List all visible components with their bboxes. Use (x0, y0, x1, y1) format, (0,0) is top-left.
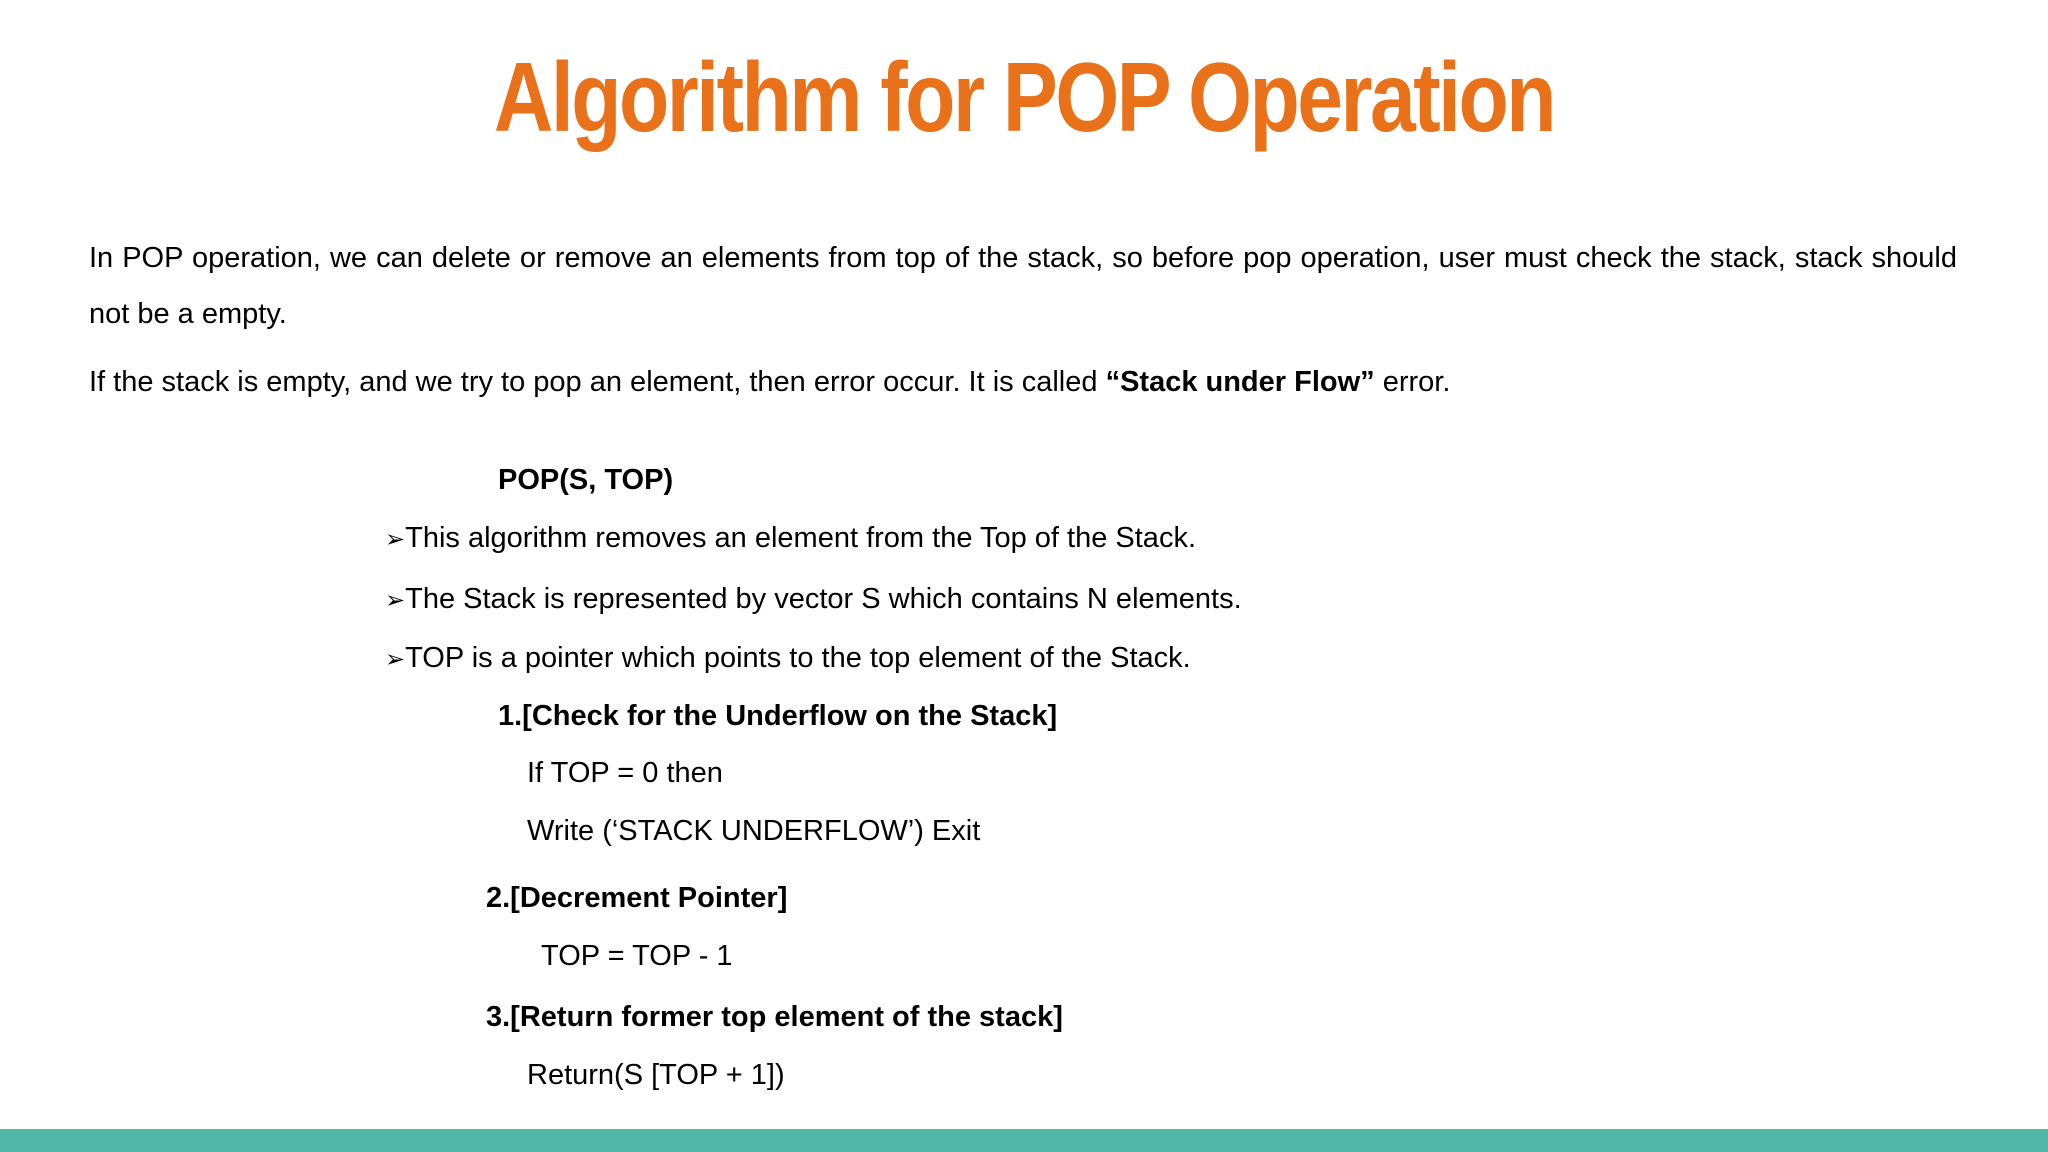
intro-paragraph-1: In POP operation, we can delete or remove an elements from top of the stack, so before pop operation, user must check the stack, stack should not be a empty. (89, 242, 1957, 330)
stack-underflow-term: “Stack under Flow” (1105, 366, 1375, 398)
step-1-heading: 1.[Check for the Underflow on the Stack] (498, 700, 1058, 732)
bullet-item (385, 638, 1191, 679)
step-2-line-1: TOP = TOP - 1 (541, 940, 733, 972)
step-3-line-1: Return(S [TOP + 1]) (527, 1059, 785, 1091)
arrow-bullet-icon: ➢ (385, 645, 406, 673)
bottom-accent-bar (0, 1129, 2048, 1152)
step-2-heading: 2.[Decrement Pointer] (486, 882, 788, 914)
arrow-bullet-icon: ➢ (385, 525, 406, 553)
bullet-item (385, 518, 1196, 559)
intro-paragraph-2 (89, 354, 1957, 410)
bullet-text: TOP is a pointer which points to the top element of the Stack. (405, 642, 1191, 674)
intro-paragraph-2-suffix: error. (1374, 366, 1451, 398)
bullet-item (385, 579, 1242, 620)
step-3-heading: 3.[Return former top element of the stack] (486, 1001, 1063, 1033)
intro-paragraph-2-prefix: If the stack is empty, and we try to pop an element, then error occur. It is called (89, 366, 1106, 398)
bullet-text: This algorithm removes an element from the Top of the Stack. (405, 522, 1196, 554)
step-1-line-2: Write (‘STACK UNDERFLOW’) Exit (527, 815, 981, 847)
arrow-bullet-icon: ➢ (385, 586, 406, 614)
step-1-line-1: If TOP = 0 then (527, 757, 723, 789)
slide-title: Algorithm for POP Operation (493, 42, 1555, 152)
algorithm-signature: POP(S, TOP) (498, 464, 674, 496)
bullet-text: The Stack is represented by vector S which contains N elements. (405, 583, 1242, 615)
